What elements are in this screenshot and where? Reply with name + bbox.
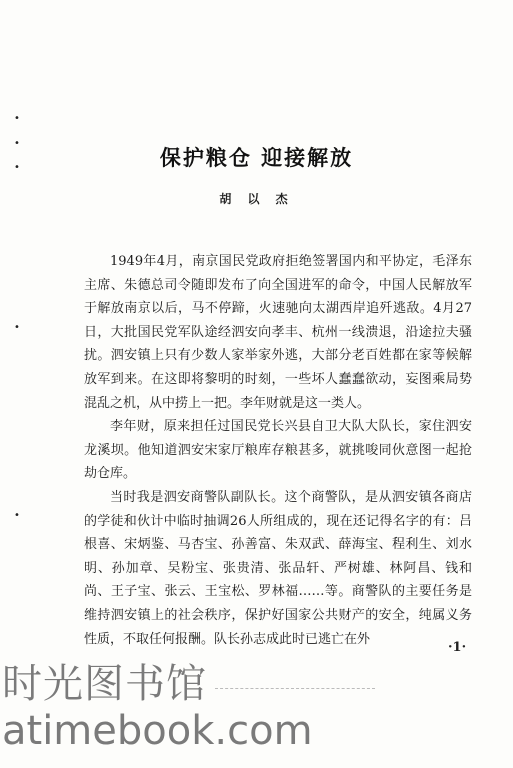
watermark-url: atimebook.com — [2, 708, 313, 754]
article-author: 胡 以 杰 — [219, 192, 294, 206]
margin-mark: • — [14, 322, 20, 333]
article-title: 保护粮仓 迎接解放 — [159, 145, 354, 170]
margin-mark: • — [14, 510, 20, 521]
margin-mark: • — [14, 113, 20, 124]
scan-divider — [215, 688, 375, 691]
article-body — [84, 250, 472, 651]
margin-mark: • — [14, 138, 20, 149]
paragraph: 1949年4月，南京国民党政府拒绝签署国内和平协定，毛泽东主席、朱德总司令随即发布了向全国进军的命令，中国人民解放军于解放南京以后，马不停蹄，火速驰向太湖西岸追歼逃敌。4月27日，大批国民党军队途经泗安向孝丰、杭州一线溃退，沿途拉夫骚扰。泗安镇上只有少数人家举家外逃，大部分老百姓都在家等候解放军到来。在这即将黎明的时刻，一些坏人蠢蠢欲动，妄图乘局势混乱之机，从中捞上一把。李年财就是这一类人。 — [84, 254, 472, 411]
watermark-name: 时光图书馆 — [2, 661, 207, 707]
paragraph: 李年财，原来担任过国民党长兴县自卫大队大队长，家住泗安龙溪坝。他知道泗安宋家厅粮库存粮甚多，就挑唆同伙意图一起抢劫仓库。 — [84, 419, 472, 482]
paragraph: 当时我是泗安商警队副队长。这个商警队，是从泗安镇各商店的学徒和伙计中临时抽调26人所组成的，现在还记得名字的有：吕根喜、宋炳鉴、马杏宝、孙善富、朱双武、薛海宝、程利生、刘水明、孙加章、吴粉宝、张贵清、张品轩、严树雄、林阿昌、钱和尚、王子宝、张云、王宝松、罗林福……等。商警队的主要任务是维持泗安镇上的社会秩序，保护好国家公共财产的安全，纯属义务性质，不取任何报酬。队长孙志成此时已逃亡在外 — [84, 489, 472, 647]
page-number: ·1· — [448, 640, 467, 655]
margin-mark: • — [14, 162, 20, 173]
